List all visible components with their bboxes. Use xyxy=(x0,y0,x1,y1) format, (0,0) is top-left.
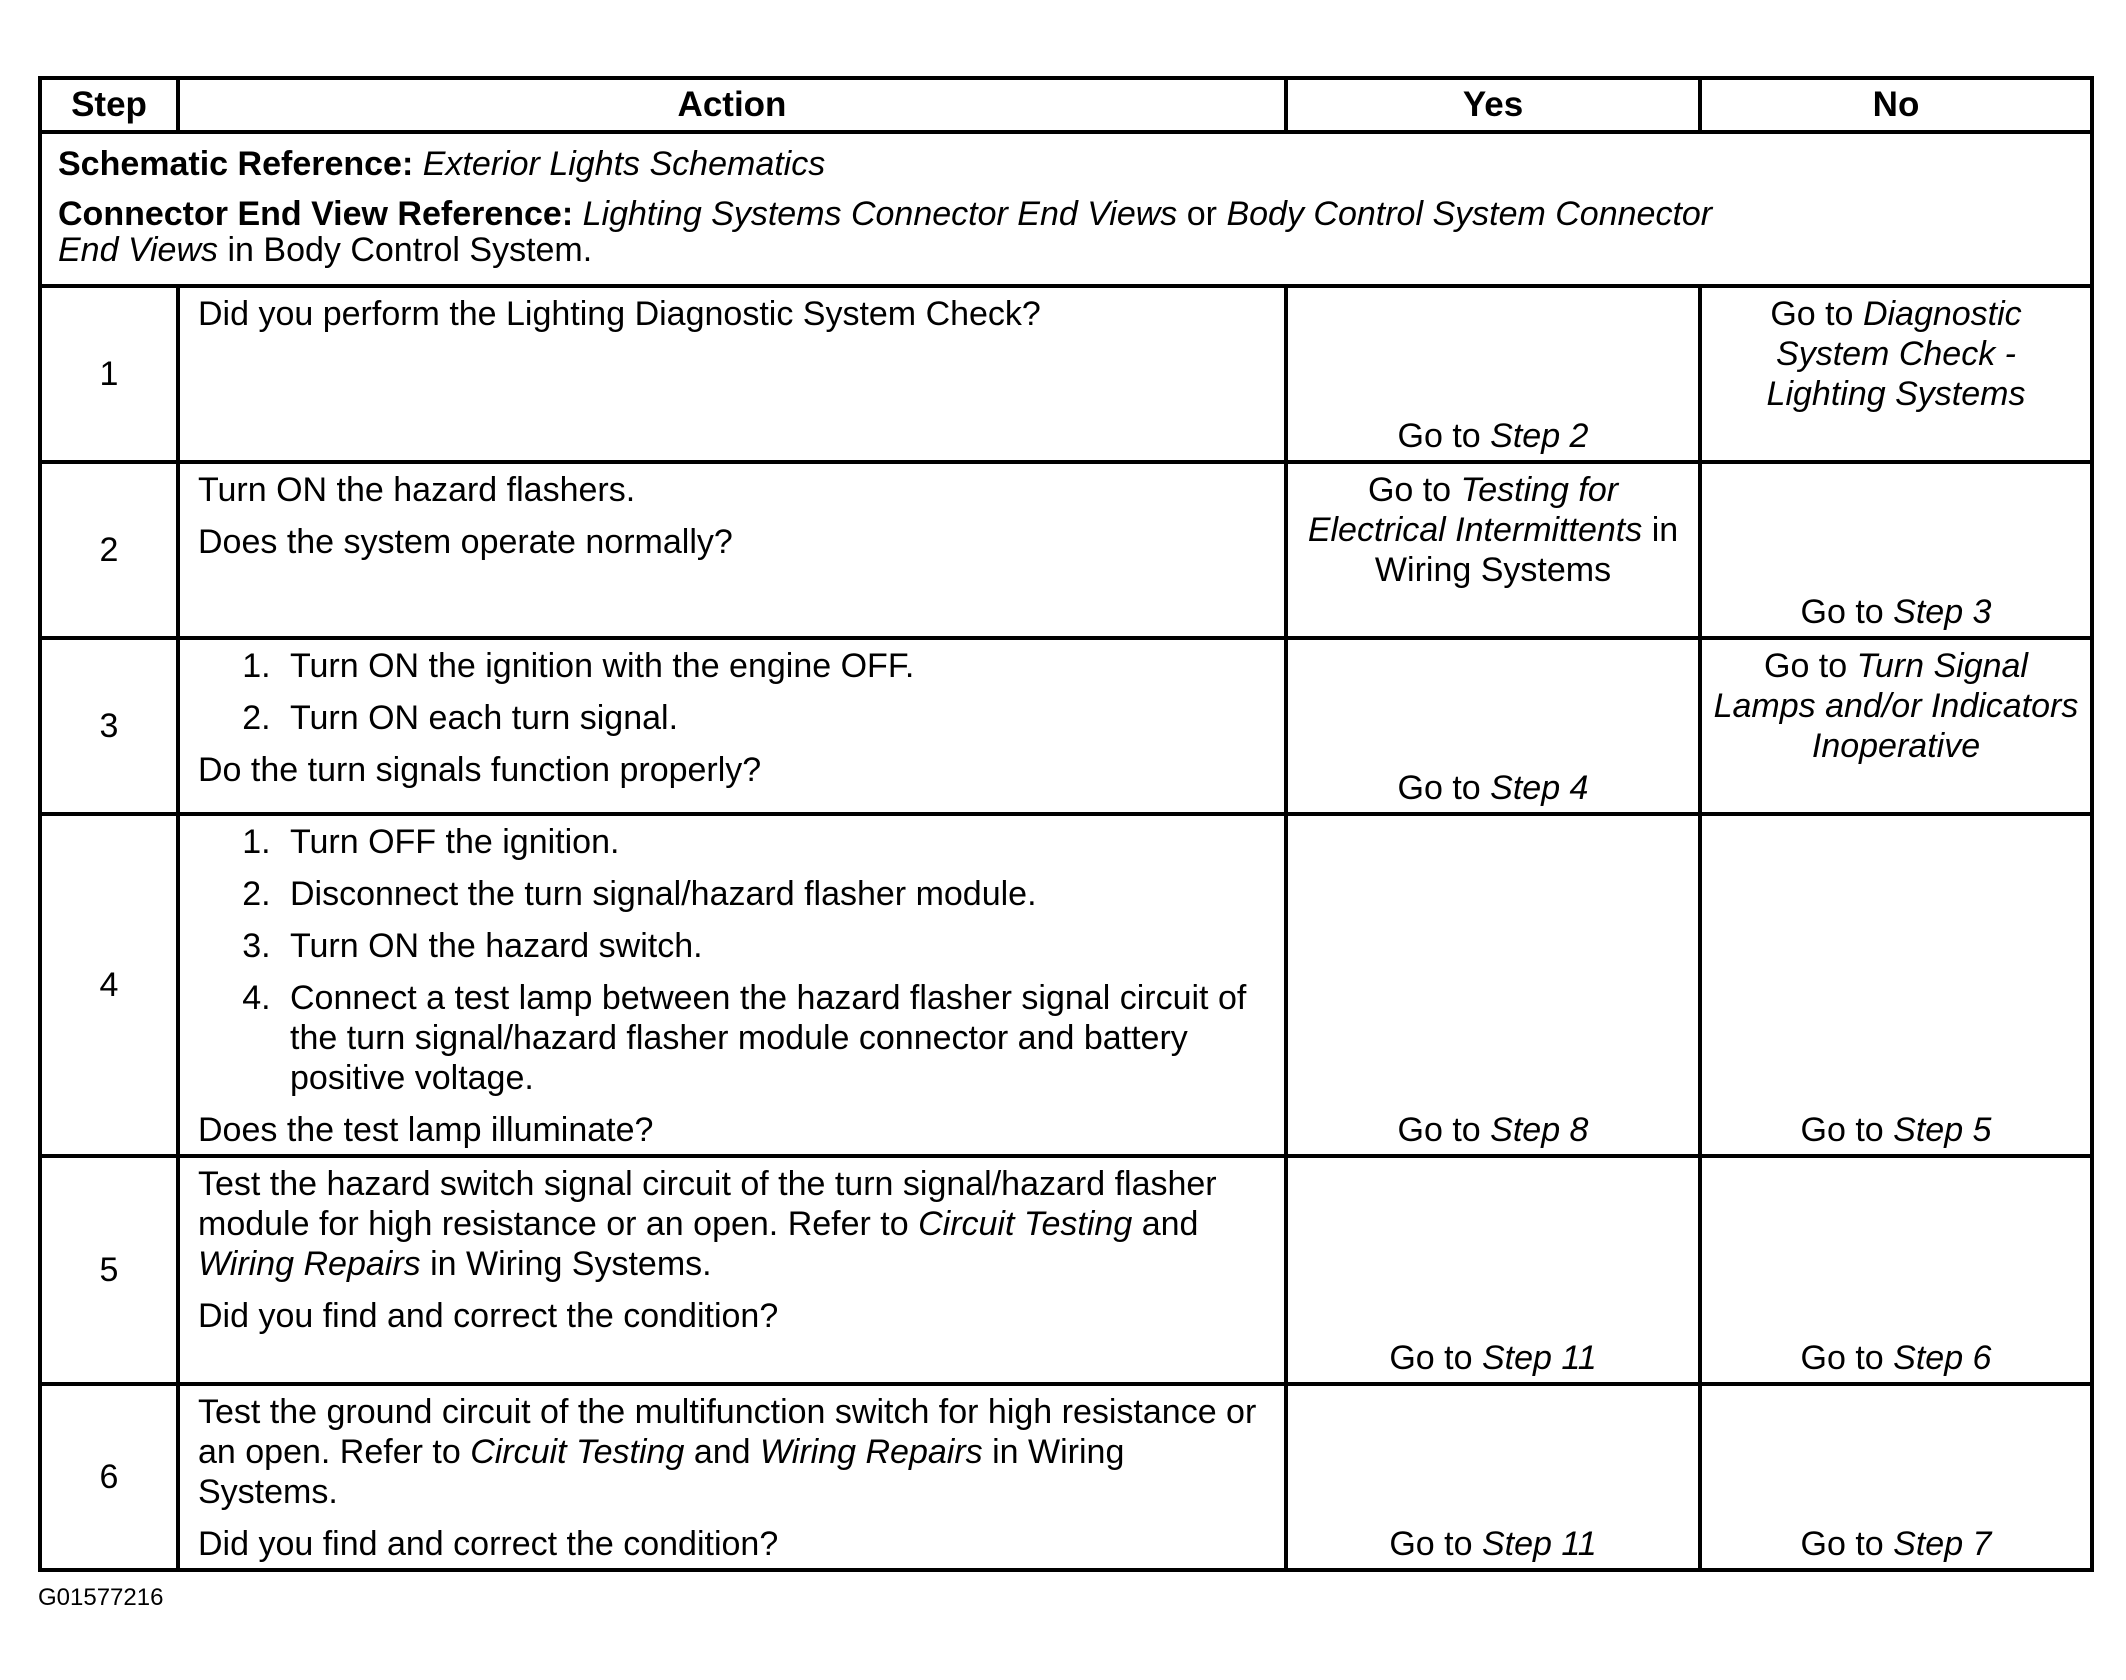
yes-goto: Go to Step 11 xyxy=(1389,1339,1597,1377)
step-number: 4 xyxy=(40,814,178,1156)
header-step: Step xyxy=(40,78,178,132)
no-link[interactable]: Turn Signal Lamps and/or Indicators Inoperative xyxy=(1713,647,2079,765)
list-item: 2. Turn ON each turn signal. xyxy=(280,698,1266,738)
no-link[interactable]: Diagnostic System Check - Lighting Systems xyxy=(1766,295,2026,413)
step-number: 1 xyxy=(40,286,178,462)
step-action xyxy=(178,462,1286,638)
no-goto: Go to Step 5 xyxy=(1800,1111,1992,1149)
yes-link[interactable]: Step 4 xyxy=(1490,769,1589,807)
step-number: 5 xyxy=(40,1156,178,1384)
yes-cell xyxy=(1286,1384,1700,1570)
step-question: Did you find and correct the condition? xyxy=(198,1297,779,1335)
header-no: No xyxy=(1700,78,2092,132)
no-goto: Go to Step 6 xyxy=(1800,1339,1992,1377)
circuit-testing-link[interactable]: Circuit Testing xyxy=(918,1205,1133,1243)
step-action xyxy=(178,1156,1286,1384)
yes-cell xyxy=(1286,286,1700,462)
no-cell xyxy=(1700,1156,2092,1384)
step-number: 6 xyxy=(40,1384,178,1570)
step-question: Does the test lamp illuminate? xyxy=(198,1111,654,1149)
step-question: Do the turn signals function properly? xyxy=(198,751,762,789)
yes-link[interactable]: Step 11 xyxy=(1481,1339,1597,1377)
step-question: Did you find and correct the condition? xyxy=(198,1525,779,1563)
list-item: 2. Disconnect the turn signal/hazard flasher module. xyxy=(280,874,1266,914)
figure-id: G01577216 xyxy=(38,1584,164,1611)
schematic-reference: Schematic Reference: Exterior Lights Schematics xyxy=(58,145,826,183)
no-cell xyxy=(1700,462,2092,638)
yes-link[interactable]: Testing for Electrical Intermittents xyxy=(1307,471,1643,549)
header-row xyxy=(40,78,2092,132)
reference-cell xyxy=(40,132,2092,286)
step-number: 3 xyxy=(40,638,178,814)
list-item: 1. Turn ON the ignition with the engine OFF. xyxy=(280,646,1266,686)
step-row-5 xyxy=(40,1156,2092,1384)
step-question: Did you perform the Lighting Diagnostic System Check? xyxy=(198,295,1041,333)
diagnostic-table xyxy=(38,76,2094,1572)
list-item: 4. Connect a test lamp between the hazard flasher signal circuit of the turn signal/hazard flasher module connector and battery positive voltage. xyxy=(280,978,1266,1098)
list-item: 3. Turn ON the hazard switch. xyxy=(280,926,1266,966)
wiring-repairs-link[interactable]: Wiring Repairs xyxy=(760,1433,983,1471)
no-cell xyxy=(1700,638,2092,814)
step-action xyxy=(178,286,1286,462)
step-list xyxy=(198,822,1266,1098)
no-link[interactable]: Step 5 xyxy=(1893,1111,1992,1149)
no-goto: Go to Turn Signal Lamps and/or Indicators Inoperative xyxy=(1713,647,2079,765)
step-instruction: Test the ground circuit of the multifunction switch for high resistance or an open. Refer to Circuit Testing and Wiring Repairs in Wiring Systems. xyxy=(198,1393,1257,1511)
yes-cell xyxy=(1286,1156,1700,1384)
connector-reference: Connector End View Reference: Lighting Systems Connector End Views or Body Control System Connector End Views in Body Control System. xyxy=(58,195,1713,269)
yes-goto: Go to Step 8 xyxy=(1397,1111,1589,1149)
no-link[interactable]: Step 3 xyxy=(1893,593,1992,631)
no-cell xyxy=(1700,814,2092,1156)
step-number: 2 xyxy=(40,462,178,638)
connector-link-lighting[interactable]: Lighting Systems Connector End Views xyxy=(582,195,1178,233)
yes-link[interactable]: Step 11 xyxy=(1481,1525,1597,1563)
schematic-link[interactable]: Exterior Lights Schematics xyxy=(422,145,826,183)
connector-link-body-control[interactable]: Body Control System Connector End Views xyxy=(58,195,1713,269)
yes-link[interactable]: Step 8 xyxy=(1490,1111,1589,1149)
step-instruction: Turn ON the hazard flashers. xyxy=(198,471,636,509)
yes-goto: Go to Step 4 xyxy=(1397,769,1589,807)
yes-cell xyxy=(1286,814,1700,1156)
no-goto: Go to Diagnostic System Check - Lighting Systems xyxy=(1766,295,2026,413)
yes-cell xyxy=(1286,638,1700,814)
reference-row xyxy=(40,132,2092,286)
yes-link[interactable]: Step 2 xyxy=(1490,417,1589,455)
no-cell xyxy=(1700,1384,2092,1570)
yes-cell xyxy=(1286,462,1700,638)
yes-goto: Go to Step 11 xyxy=(1389,1525,1597,1563)
step-action xyxy=(178,638,1286,814)
step-list xyxy=(198,646,1266,738)
step-row-1 xyxy=(40,286,2092,462)
step-instruction: Test the hazard switch signal circuit of the turn signal/hazard flasher module for high resistance or an open. Refer to Circuit Testing and Wiring Repairs in Wiring Systems. xyxy=(198,1165,1217,1283)
header-action: Action xyxy=(178,78,1286,132)
step-action xyxy=(178,1384,1286,1570)
no-goto: Go to Step 3 xyxy=(1800,593,1992,631)
wiring-repairs-link[interactable]: Wiring Repairs xyxy=(198,1245,421,1283)
step-row-4 xyxy=(40,814,2092,1156)
step-question: Does the system operate normally? xyxy=(198,523,733,561)
circuit-testing-link[interactable]: Circuit Testing xyxy=(470,1433,685,1471)
list-item: 1. Turn OFF the ignition. xyxy=(280,822,1266,862)
header-yes: Yes xyxy=(1286,78,1700,132)
step-row-6 xyxy=(40,1384,2092,1570)
step-row-2 xyxy=(40,462,2092,638)
yes-goto: Go to Testing for Electrical Intermittents in Wiring Systems xyxy=(1307,471,1679,589)
no-link[interactable]: Step 6 xyxy=(1893,1339,1992,1377)
no-link[interactable]: Step 7 xyxy=(1893,1525,1992,1563)
step-row-3 xyxy=(40,638,2092,814)
step-action xyxy=(178,814,1286,1156)
no-goto: Go to Step 7 xyxy=(1800,1525,1992,1563)
no-cell xyxy=(1700,286,2092,462)
yes-goto: Go to Step 2 xyxy=(1397,417,1589,455)
